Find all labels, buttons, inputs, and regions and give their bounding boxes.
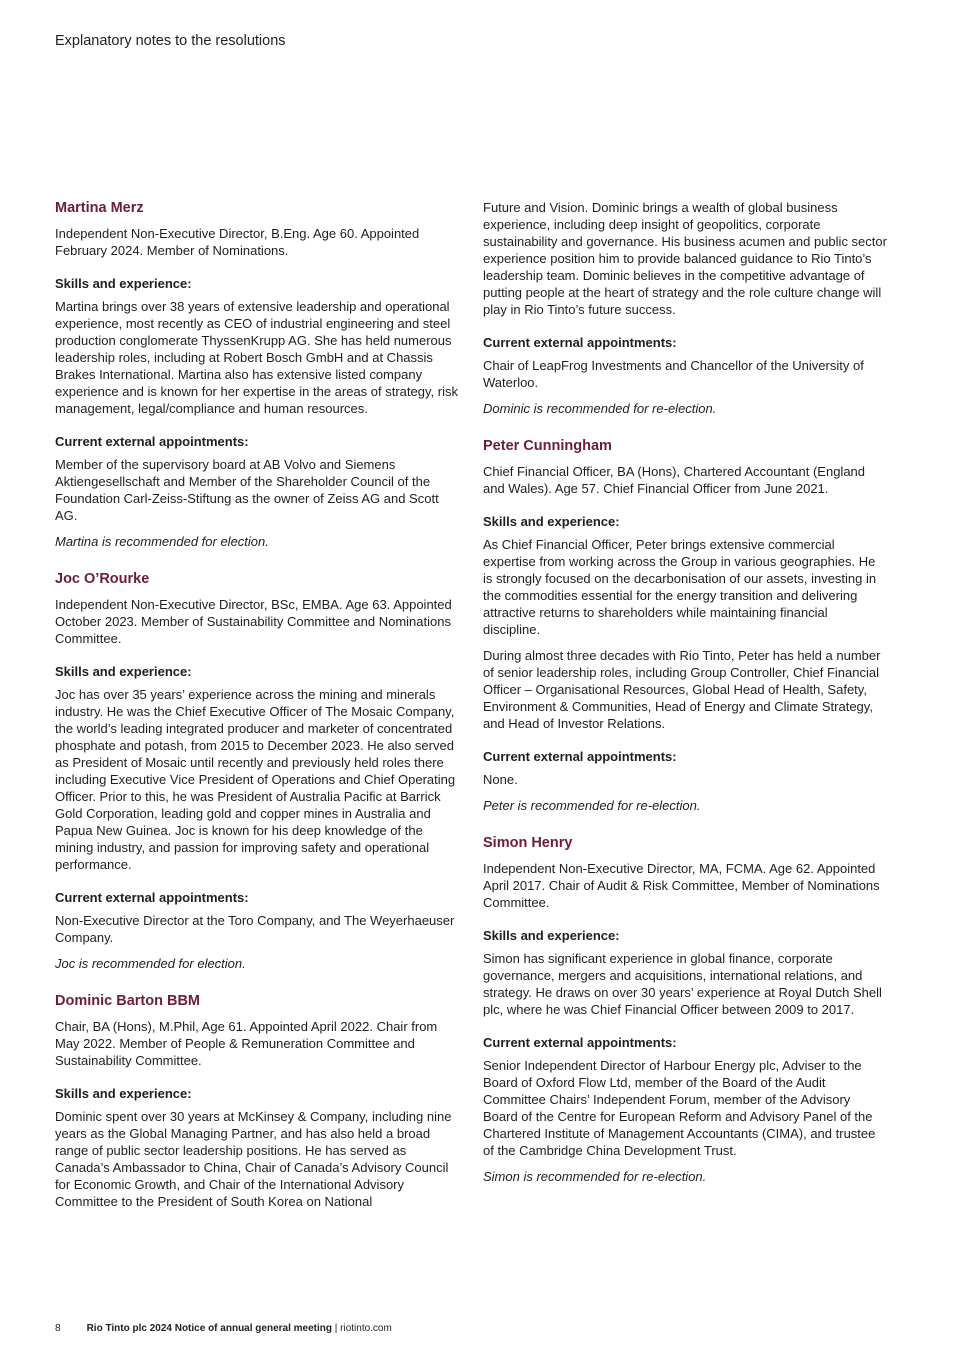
- director-intro: Chair, BA (Hons), M.Phil, Age 61. Appointed April 2022. Chair from May 2022. Member of People & Remuneration Committee and Sustainability Committee.: [55, 1019, 438, 1068]
- director-name-joc-orourke: Joc O’Rourke: [55, 571, 150, 587]
- director-intro: Independent Non-Executive Director, MA, FCMA. Age 62. Appointed April 2017. Chair of Audit & Risk Committee, Member of Nominations Committee.: [483, 861, 880, 910]
- appointments-text: Chair of LeapFrog Investments and Chancellor of the University of Waterloo.: [483, 358, 864, 390]
- skills-heading: Skills and experience:: [55, 1086, 192, 1101]
- skills-text: Simon has significant experience in global finance, corporate governance, mergers and acquisitions, international relations, and strategy. He draws on over 30 years’ experience at Royal Dutch Shell plc, where he was Chief Financial Officer between 2009 to 2017.: [483, 951, 882, 1017]
- recommendation-text: Dominic is recommended for re-election.: [483, 401, 717, 416]
- appointments-heading: Current external appointments:: [55, 434, 249, 449]
- recommendation-text: Martina is recommended for election.: [55, 534, 269, 549]
- appointments-heading: Current external appointments:: [483, 335, 677, 350]
- director-name-simon-henry: Simon Henry: [483, 835, 573, 851]
- footer-document-title: Rio Tinto plc 2024 Notice of annual general meeting: [86, 1323, 332, 1334]
- director-intro: Chief Financial Officer, BA (Hons), Chartered Accountant (England and Wales). Age 57. Chief Financial Officer from June 2021.: [483, 464, 866, 496]
- director-name-dominic-barton: Dominic Barton BBM: [55, 993, 200, 1009]
- appointments-text: Non-Executive Director at the Toro Company, and The Weyerhaeuser Company.: [55, 913, 455, 945]
- director-name-martina-merz: Martina Merz: [55, 200, 144, 216]
- director-intro: Independent Non-Executive Director, BSc, EMBA. Age 63. Appointed October 2023. Member of Sustainability Committee and Nominations Committee.: [55, 597, 452, 646]
- director-intro: Independent Non-Executive Director, B.Eng. Age 60. Appointed February 2024. Member of Nominations.: [55, 226, 420, 258]
- recommendation-text: Peter is recommended for re-election.: [483, 798, 701, 813]
- skills-text: Martina brings over 38 years of extensive leadership and operational experience, most recently as CEO of industrial engineering and steel production conglomerate ThyssenKrupp AG. She has held numerous leadership roles, including at Robert Bosch GmbH and at Chassis Brakes International. Martina also has extensive listed company experience and is known for her expertise in the areas of strategy, risk management, legal/compliance and human resources.: [55, 299, 458, 416]
- director-name-peter-cunningham: Peter Cunningham: [483, 438, 612, 454]
- skills-heading: Skills and experience:: [55, 664, 192, 679]
- appointments-text: Senior Independent Director of Harbour Energy plc, Adviser to the Board of Oxford Flow Ltd, member of the Board of the Audit Committee Chairs’ Independent Forum, member of the Advisory Board of the Centre for European Reform and Advisory Panel of the Chartered Institute of Management Accountants (CIMA), and trustee of the Cambridge China Development Trust.: [483, 1058, 876, 1158]
- page-footer: [55, 1323, 392, 1334]
- skills-text-2: During almost three decades with Rio Tinto, Peter has held a number of senior leadership roles, including Group Controller, Chief Financial Officer – Organisational Resources, Global Head of Health, Safety, Environment & Communities, Head of Energy and Climate Strategy, and Head of Investor Relations.: [483, 648, 881, 731]
- recommendation-text: Joc is recommended for election.: [55, 956, 246, 971]
- right-column: [483, 199, 888, 1194]
- skills-heading: Skills and experience:: [483, 928, 620, 943]
- appointments-heading: Current external appointments:: [483, 1035, 677, 1050]
- skills-heading: Skills and experience:: [483, 514, 620, 529]
- appointments-text: None.: [483, 772, 518, 787]
- left-column: [55, 199, 460, 1219]
- skills-text-continued: Future and Vision. Dominic brings a wealth of global business experience, including deep insight of geopolitics, corporate sustainability and governance. His business acumen and public sector experience position him to provide balanced guidance to Rio Tinto’s leadership team. Dominic believes in the competitive advantage of putting people at the heart of strategy and the role culture change will play in Rio Tinto’s future success.: [483, 200, 887, 317]
- skills-text: As Chief Financial Officer, Peter brings extensive commercial expertise from working across the Group in various geographies. He is strongly focused on the decarbonisation of our assets, investing in the commodities essential for the energy transition and delivering attractive returns to shareholders while maintaining financial discipline.: [483, 537, 877, 637]
- recommendation-text: Simon is recommended for re-election.: [483, 1169, 707, 1184]
- skills-heading: Skills and experience:: [55, 276, 192, 291]
- appointments-heading: Current external appointments:: [55, 890, 249, 905]
- appointments-heading: Current external appointments:: [483, 749, 677, 764]
- appointments-text: Member of the supervisory board at AB Volvo and Siemens Aktiengesellschaft and Member of the Shareholder Council of the Foundation Carl-Zeiss-Stiftung as the owner of Zeiss AG and Scott AG.: [55, 457, 439, 523]
- page-number: 8: [55, 1323, 61, 1334]
- footer-separator: |: [331, 1323, 341, 1334]
- footer-site-link[interactable]: riotinto.com: [340, 1323, 392, 1334]
- skills-text: Joc has over 35 years’ experience across the mining and minerals industry. He was the Chief Executive Officer of The Mosaic Company, the world’s leading integrated producer and marketer of concentrated phosphate and potash, from 2015 to December 2023. He also served as President of Mosaic until recently and previously held roles there including Executive Vice President of Operations and Chief Operating Officer. Prior to this, he was President of Australia Pacific at Barrick Gold Corporation, leading gold and copper mines in Australia and Papua New Guinea. Joc is known for his deep knowledge of the mining industry, and passion for improving safety and operational performance.: [55, 687, 456, 872]
- page-header: Explanatory notes to the resolutions: [55, 33, 286, 49]
- skills-text: Dominic spent over 30 years at McKinsey & Company, including nine years as the Global Managing Partner, and has also held a broad range of public sector leadership positions. He has served as Canada’s Ambassador to China, Chair of Canada’s Advisory Council for Economic Growth, and Chair of the International Advisory Committee to the President of South Korea on National: [55, 1109, 452, 1209]
